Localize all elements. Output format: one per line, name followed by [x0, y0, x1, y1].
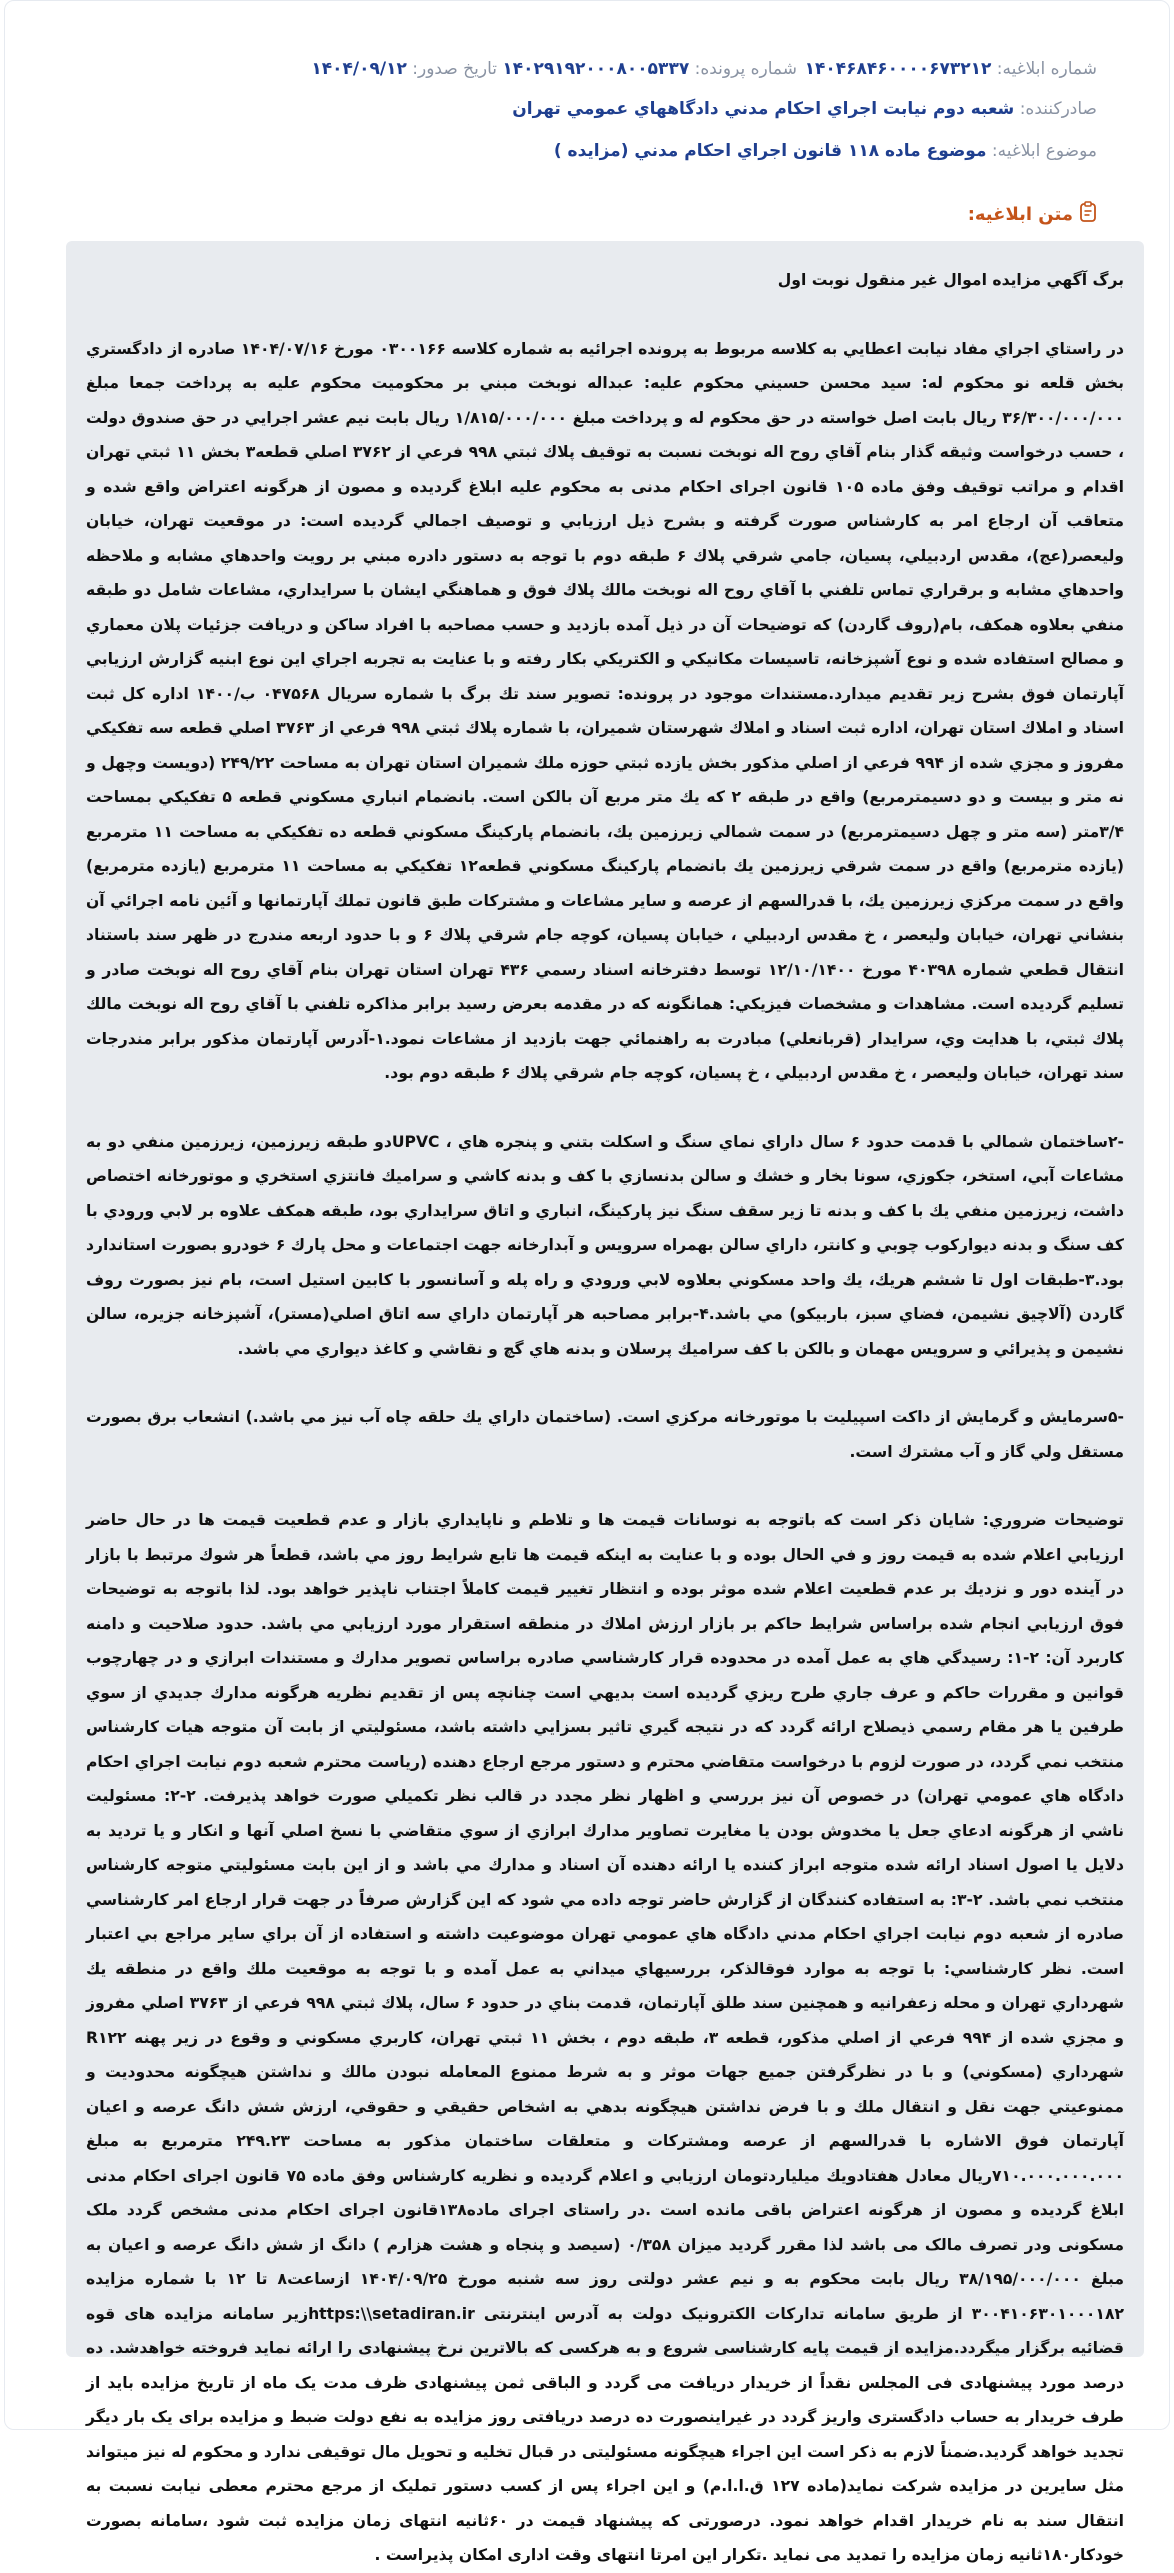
notice-number-value: ۱۴۰۴۶۸۴۶۰۰۰۰۶۷۳۲۱۲ [804, 59, 992, 79]
document-icon [1079, 201, 1097, 228]
notice-number [797, 59, 1097, 79]
issuer-label: صادرکننده: [1019, 99, 1097, 119]
notice-card [4, 0, 1170, 2564]
notice-text-heading [968, 201, 1097, 228]
notice-paragraph: -۲ساختمان شمالي با قدمت حدود ۶ سال داراي نماي سنگ و اسكلت بتني و پنجره هاي ، UPVCدو طبقه زيرزمين، زيرزمين منفي دو به مشاعات آبي، استخر، جكوزي، سونا بخار و خشك و سالن بدنسازي با كف و بدنه كاشي و سراميك فانتزي استخري و موتورخانه اختصاص داشت، زيرزمين منفي يك با كف و بدنه تا زير سقف سنگ نيز پاركينگ، انباري و اتاق سرايداري بود، طبقه همكف علاوه بر لابي ورودي با كف سنگ و بدنه ديواركوب چوبي و كانتر، داراي سالن بهمراه سرويس و آبدارخانه جهت اجتماعات و محل پارك ۶ خودرو بصورت استاندارد بود.۳-طبقات اول تا ششم هريك، يك واحد مسكوني بعلاوه لابي ورودي و راه پله و آسانسور با كابين استيل است، بام نيز بصورت روف گاردن (آلاچيق نشيمن، فضاي سبز، باربيكو) مي باشد.۴-برابر مصاحبه هر آپارتمان داراي سه اتاق اصلي(مستر)، آشپزخانه جزيره، سالن نشيمن و پذيرائي و سرويس مهمان و بالكن با كف سراميك پرسلان و بدنه هاي گچ و نقاشي و كاغذ ديواري مي باشد. [86, 1132, 1124, 1358]
notice-meta-row [65, 59, 1097, 79]
issue-date [197, 59, 497, 79]
notice-paragraph: -۵سرمايش و گرمايش از داكت اسپيليت با موتورخانه مركزي است. (ساختمان داراي يك حلقه چاه آب نيز مي باشد.) انشعاب برق بصورت مستقل ولي گاز و آب مشترك است. [86, 1408, 1124, 1461]
case-number [497, 59, 797, 79]
case-number-label: شماره پرونده: [694, 59, 797, 79]
case-number-value: ۱۴۰۲۹۱۹۲۰۰۰۸۰۰۵۳۳۷ [502, 59, 690, 79]
issuer-row [65, 99, 1097, 119]
notice-paragraph: توضيحات ضروري: شايان ذكر است كه باتوجه به نوسانات قيمت ها و تلاطم و ناپايداري بازار و عدم قطعيت قيمت ها در حال حاضر ارزيابي اعلام شده به قيمت روز و في الحال بوده و با عنايت به اينكه قيمت ها تابع شرايط روز مي باشد، قطعاً هر شوك مرتبط با بازار در آينده دور و نزديك بر عدم قطعيت اعلام شده موثر بوده و انتظار تغيير قيمت كاملاً اجتناب ناپذير خواهد بود. لذا باتوجه به توضيحات فوق ارزيابي انجام شده براساس شرايط حاكم بر بازار ارزش املاك در منطقه استقرار مورد ارزيابي مي باشد. حدود صلاحيت و دامنه كاربرد آن: ۲-۱: رسيدگي هاي به عمل آمده در محدوده قرار كارشناسي صادره براساس تصوير مدارك و مستندات ابرازي و در چهارچوب قوانين و مقررات حاكم و عرف جاري طرح ريزي گرديده است بديهي است چنانچه پس از تقديم نظريه هرگونه مدارك جديدي از سوي طرفين يا هر مقام رسمي ذيصلاح ارائه گردد كه در نتيجه گيري تاثير بسزايي داشته باشد، مسئوليتي از بابت آن متوجه هيات كارشناس منتخب نمي گردد، در صورت لزوم با درخواست متقاضي محترم و دستور مرجع ارجاع دهنده (رياست محترم شعبه دوم نيابت اجراي احكام دادگاه هاي عمومي تهران) در خصوص آن نيز بررسي و اظهار نظر مجدد در قالب نظر تكميلي صورت خواهد پذيرفت. ۲-۲: مسئوليت ناشي از هرگونه ادعاي جعل يا مخدوش بودن يا مغايرت تصاوير مدارك ابرازي از سوي متقاضي با نسخ اصلي آنها و انكار و يا ترديد به دلايل يا اصول اسناد ارائه شده متوجه ابراز كننده يا ارائه دهنده آن اسناد و مدارك مي باشد و از اين بابت مسئوليتي متوجه كارشناس منتخب نمي باشد. ۲-۳: به استفاده كنندگان از گزارش حاضر توجه داده مي شود كه اين گزارش صرفاً در جهت قرار ارجاع امر كارشناسي صادره از شعبه دوم نيابت اجراي احكام مدني دادگاه هاي عمومي تهران موضوعيت داشته و استفاده از آن براي ساير مراجع بي اعتبار است. نظر كارشناسي: با توجه به موارد فوقالذكر، بررسيهاي ميداني به عمل آمده و با توجه به موقعيت ملك واقع در منطقه يك شهرداري تهران و محله زعفرانيه و همچنين سند طلق آپارتمان، قدمت بناي در حدود ۶ سال، پلاك ثبتي ۹۹۸ فرعي از ۳۷۶۳ اصلي مفروز و مجزي شده از ۹۹۴ فرعي از اصلي مذكور، قطعه ۳، طبقه دوم ، بخش ۱۱ ثبتي تهران، كاربري مسكوني و وقوع در زير پهنه R۱۲۲ شهرداري (مسكوني) و با در نظرگرفتن جميع جهات موثر و به شرط ممنوع المعامله نبودن مالك و نداشتن هيچگونه محدوديت و ممنوعيتي جهت نقل و انتقال ملك و با فرض نداشتن هيچگونه بدهي به اشخاص حقيقي و حقوقي، ارزش شش دانگ عرصه و اعيان آپارتمان فوق الاشاره با قدرالسهم از عرصه ومشتركات و متعلقات ساختمان مذكور به مساحت ۲۴۹.۲۳ مترمربع به مبلغ ۷۱۰.۰۰۰.۰۰۰.۰۰۰ريال معادل هفتادويك ميلياردتومان ارزيابي و اعلام گرديده و نظريه كارشناس وفق ماده ۷۵ قانون اجرای احکام مدنی ابلاغ گرديده و مصون از هرگونه اعتراض باقی مانده است .در راستای اجرای ماده۱۳۸قانون اجرای احکام مدنی مشخص گردد ملک مسکونی ودر تصرف مالک می باشد لذا مقرر گردید میزان ۰/۳۵۸ (سیصد و پنجاه و هشت هزارم ) دانگ از شش دانگ عرصه و اعیان به مبلغ ۳۸/۱۹۵/۰۰۰/۰۰۰ ريال بابت محکوم به و نیم عشر دولتی روز سه شنبه مورخ ۱۴۰۴/۰۹/۲۵ ازساعت۸ تا ۱۲ با شماره مزایده ۳۰۰۴۱۰۶۳۰۱۰۰۰۱۸۲ از طریق سامانه تدارکات الکترونیک دولت به آدرس اینترنتی https:\\setadiran.irزیر سامانه مزایده های قوه قضائیه برگزار میگردد.مزایده از قیمت پایه کارشناسی شروع و به هرکسی که بالاترین نرخ پیشنهادی را ارائه نماید فروخته خواهدشد. ده درصد مورد پیشنهادی فی المجلس نقداً از خریدار دریافت می گردد و الباقی ثمن پیشنهادی ظرف مدت یک ماه از تاریخ مزایده باید از طرف خریدار به حساب دادگستری واریز گردد در غیراینصورت ده درصد دریافتی روز مزایده به نفع دولت ضبط و مزایده برای یک بار دیگر تجدید خواهد گردید.ضمناً لازم به ذکر است این اجراء هیچگونه مسئولیتی در قبال تخلیه و تحویل مال توقیفی ندارد و محکوم له نیز میتواند مثل سایرین در مزایده شرکت نماید(ماده ۱۲۷ ق.ا.ا.م) و این اجراء پس از کسب دستور تملیک از مرجع محترم معطی نیابت نسبت به انتقال سند به نام خریدار اقدام خواهد نمود. درصورتی که پیشنهاد قیمت در ۶۰ثانیه انتهای زمان مزایده ثبت شود ،سامانه بصورت خودکار۱۸۰ثانیه زمان مزایده را تمدید می نماید .تکرار این امرتا انتهای وقت اداری امکان پذیراست . [86, 1511, 1125, 2564]
subject-row [65, 141, 1097, 161]
notice-text-box [66, 241, 1144, 2564]
notice-number-label: شماره ابلاغيه: [996, 59, 1097, 79]
issue-date-label: تاريخ صدور: [412, 59, 497, 79]
subject-label: موضوع ابلاغيه: [991, 141, 1097, 161]
issue-date-value: ۱۴۰۴/۰۹/۱۲ [311, 59, 407, 79]
notice-paragraph: در راستاي اجراي مفاد نيابت اعطايي به كلاسه مربوط به پرونده اجرائيه به شماره كلاسه ۰۳۰۰۱۶۶ مورخ ۱۴۰۴/۰۷/۱۶ صادره از دادگستري بخش قلعه نو محكوم له: سيد محسن حسيني محكوم عليه: عبداله نوبخت مبني بر محكوميت محكوم عليه به پرداخت جمعا مبلغ ۳۶/۳۰۰/۰۰۰/۰۰۰ ريال بابت اصل خواسته در حق محكوم له و پرداخت مبلغ ۱/۸۱۵/۰۰۰/۰۰۰ ريال بابت نيم عشر اجرايي در حق صندوق دولت ، حسب درخواست وثيقه گذار بنام آقاي روح اله نوبخت نسبت به توقيف پلاك ثبتي ۹۹۸ فرعي از ۳۷۶۲ اصلي قطعه۳ بخش ۱۱ ثبتي تهران اقدام و مراتب توقيف وفق ماده ۱۰۵ قانون اجرای احکام مدنی به محکوم علیه ابلاغ گرديده و مصون از هرگونه اعتراض واقع شده و متعاقب آن ارجاع امر به كارشناس صورت گرفته و بشرح ذيل ارزيابي و توصيف اجمالي گرديده است: در موقعيت تهران، خيابان وليعصر(عج)، مقدس اردبيلي، پسيان، جامي شرقي پلاك ۶ طبقه دوم با توجه به دستور دادره مبني بر رويت واحدهاي مشابه و ملاحظه واحدهاي مشابه و برقراري تماس تلفني با آقاي روح اله نوبخت مالك پلاك فوق و هماهنگي ايشان با سرايداري، مشاعات شامل دو طبقه منفي بعلاوه همكف، بام(روف گاردن) كه توضيحات آن در ذيل آمده بازديد و حسب مصاحبه با افراد ساكن و دريافت جزئيات پلان معماري و مصالح استفاده شده و نوع آشپزخانه، تاسيسات مكانيكي و الكتريكي بكار رفته و با عنايت به تجربه اجراي اين نوع ابنيه گزارش ارزيابي آپارتمان فوق بشرح زير تقديم ميدارد.مستندات موجود در پرونده: تصوير سند تك برگ با شماره سريال ۰۴۷۵۶۸ ب/۱۴۰۰ اداره كل ثبت اسناد و املاك استان تهران، اداره ثبت اسناد و املاك شهرستان شميران، با شماره پلاك ثبتي ۹۹۸ فرعي از ۳۷۶۳ اصلي قطعه سه تفكيكي مفروز و مجزي شده از ۹۹۴ فرعي از اصلي مذكور بخش يازده ثبتي حوزه ملك شميران استان تهران به مساحت ۲۴۹/۲۲ (دويست وچهل و نه متر و بيست و دو دسيمترمربع) واقع در طبقه ۲ كه يك متر مربع آن بالكن است. بانضمام انباري مسكوني قطعه ۵ تفكيكي بمساحت ۳/۴متر (سه متر و چهل دسيمترمربع) در سمت شمالي زيرزمين يك، بانضمام پاركينگ مسكوني قطعه ده تفكيكي به مساحت ۱۱ مترمربع (يازده مترمربع) واقع در سمت شرقي زيرزمين يك بانضمام پاركينگ مسكوني قطعه۱۲ تفكيكي به مساحت ۱۱ مترمربع (يازده مترمربع) واقع در سمت مركزي زيرزمين يك، با قدرالسهم از عرصه و ساير مشاعات و مشتركات طبق قانون تملك آپارتمانها و آئين نامه اجرائي آن بنشاني تهران، خيابان وليعصر ، خ مقدس اردبيلي ، خيابان پسيان، كوچه جام شرقي پلاك ۶ و با حدود اربعه مندرج در ظهر سند باستناد انتقال قطعي شماره ۴۰۳۹۸ مورخ ۱۲/۱۰/۱۴۰۰ توسط دفترخانه اسناد رسمي ۴۳۶ تهران استان تهران بنام آقاي روح اله نوبخت صادر و تسليم گرديده است. مشاهدات و مشخصات فيزيكي: همانگونه كه در مقدمه بعرض رسيد برابر مذاكره تلفني با آقاي روح اله نوبخت مالك پلاك ثبتي، با هدايت وي، سرايدار (قربانعلي) مبادرت به راهنمائي جهت بازديد از مشاعات نمود.۱-آدرس آپارتمان مذكور برابر مندرجات سند تهران، خيابان وليعصر ، خ مقدس اردبيلي ، خ پسيان، كوچه جام شرقي پلاك ۶ طبقه دوم بود. [86, 339, 1125, 1082]
subject-value: موضوع ماده ۱۱۸ قانون اجراي احكام مدني (مزايده ) [553, 141, 987, 161]
notice-title: برگ آگهي مزايده اموال غير منقول نوبت اول [777, 271, 1124, 289]
notice-text-label: متن ابلاغيه: [967, 204, 1073, 225]
issuer-value: شعبه دوم نيابت اجراي احكام مدني دادگاههاي عمومي تهران [512, 99, 1015, 119]
